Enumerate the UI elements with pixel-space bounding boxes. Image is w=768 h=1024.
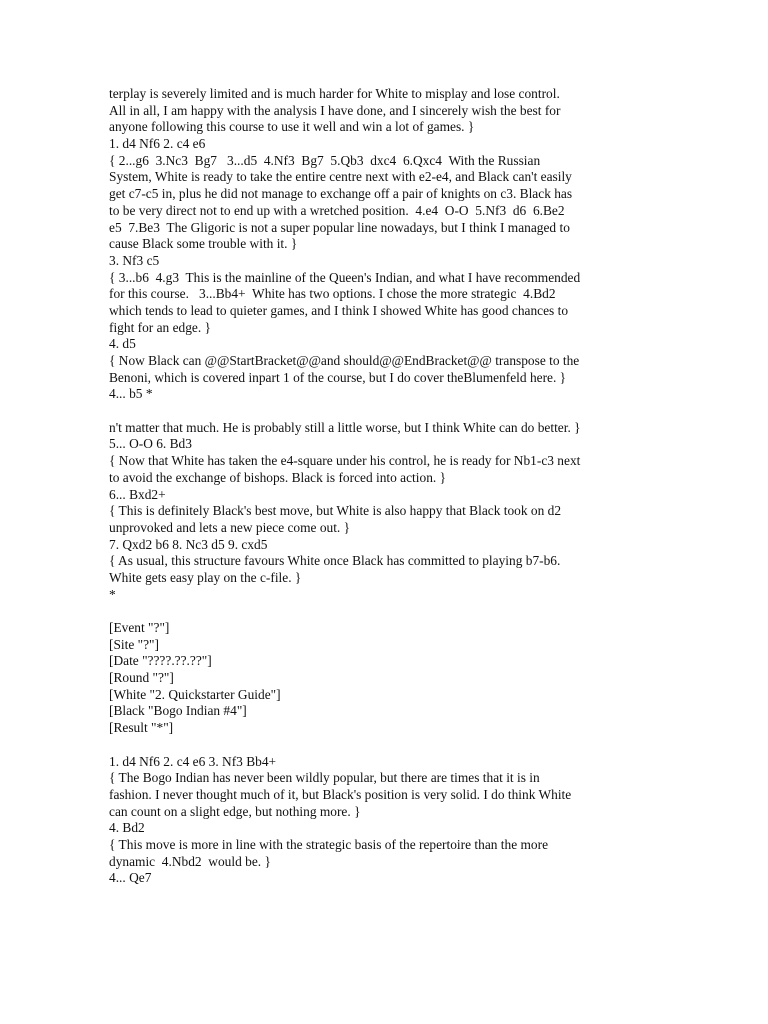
move-line: 3. Nf3 c5 bbox=[109, 252, 160, 268]
text-line: to be very direct not to end up with a wretched position. 4.e4 O-O 5.Nf3 d6 6.Be2 bbox=[109, 202, 565, 218]
move-line: 4. Bd2 bbox=[109, 820, 145, 836]
text-line: dynamic 4.Nbd2 would be. } bbox=[109, 853, 271, 869]
move-line: 1. d4 Nf6 2. c4 e6 3. Nf3 Bb4+ bbox=[109, 753, 277, 769]
text-line: System, White is ready to take the entire centre next with e2-e4, and Black can't easily bbox=[109, 169, 572, 185]
move-line: 1. d4 Nf6 2. c4 e6 bbox=[109, 136, 206, 152]
text-line: to avoid the exchange of bishops. Black is forced into action. } bbox=[109, 469, 447, 485]
result-marker: * bbox=[109, 586, 116, 602]
text-line: fight for an edge. } bbox=[109, 319, 211, 335]
move-line: 4. d5 bbox=[109, 336, 136, 352]
move-line: 4... Qe7 bbox=[109, 870, 152, 886]
pgn-header-white: [White "2. Quickstarter Guide"] bbox=[109, 686, 281, 702]
pgn-header-round: [Round "?"] bbox=[109, 670, 174, 686]
text-line: { 2...g6 3.Nc3 Bg7 3...d5 4.Nf3 Bg7 5.Qb3 dxc4 6.Qxc4 With the Russian bbox=[109, 152, 541, 168]
move-line: 5... O-O 6. Bd3 bbox=[109, 436, 192, 452]
text-block-2 bbox=[109, 420, 669, 604]
text-block-3 bbox=[109, 754, 669, 888]
blank-line bbox=[109, 403, 669, 420]
text-line: which tends to lead to quieter games, and I think I showed White has good chances to bbox=[109, 302, 569, 318]
move-line: 6... Bxd2+ bbox=[109, 486, 166, 502]
text-line: fashion. I never thought much of it, but Black's position is very solid. I do think White bbox=[109, 786, 572, 802]
text-line: White gets easy play on the c-file. } bbox=[109, 569, 302, 585]
text-line: All in all, I am happy with the analysis I have done, and I sincerely wish the best for bbox=[109, 102, 561, 118]
document-page bbox=[109, 86, 669, 887]
blank-line bbox=[109, 737, 669, 754]
pgn-header-site: [Site "?"] bbox=[109, 636, 159, 652]
text-line: cause Black some trouble with it. } bbox=[109, 236, 298, 252]
text-line: get c7-c5 in, plus he did not manage to exchange off a pair of knights on c3. Black has bbox=[109, 186, 573, 202]
text-line: can count on a slight edge, but nothing more. } bbox=[109, 803, 361, 819]
pgn-header-result: [Result "*"] bbox=[109, 720, 174, 736]
pgn-header-event: [Event "?"] bbox=[109, 620, 170, 635]
text-line: { 3...b6 4.g3 This is the mainline of the Queen's Indian, and what I have recommended bbox=[109, 269, 581, 285]
text-line: { This move is more in line with the strategic basis of the repertoire than the more bbox=[109, 836, 549, 852]
pgn-header-date: [Date "????.??.??"] bbox=[109, 653, 212, 669]
text-line: { This is definitely Black's best move, but White is also happy that Black took on d2 bbox=[109, 503, 562, 519]
move-line: 7. Qxd2 b6 8. Nc3 d5 9. cxd5 bbox=[109, 536, 268, 552]
text-line: Benoni, which is covered inpart 1 of the course, but I do cover theBlumenfeld here. } bbox=[109, 369, 567, 385]
blank-line bbox=[109, 603, 669, 620]
text-line: { Now Black can @@StartBracket@@and should@@EndBracket@@ transpose to the bbox=[109, 353, 580, 368]
pgn-header-black: [Black "Bogo Indian #4"] bbox=[109, 703, 247, 719]
text-line: terplay is severely limited and is much harder for White to misplay and lose control. bbox=[109, 86, 560, 101]
text-line: unprovoked and lets a new piece come out. } bbox=[109, 519, 351, 535]
text-line: n't matter that much. He is probably still a little worse, but I think White can do better. } bbox=[109, 419, 581, 435]
text-line: e5 7.Be3 The Gligoric is not a super popular line nowadays, but I think I managed to bbox=[109, 219, 570, 235]
text-line: { Now that White has taken the e4-square under his control, he is ready for Nb1-c3 next bbox=[109, 453, 581, 469]
text-block-1 bbox=[109, 86, 669, 403]
pgn-headers bbox=[109, 620, 669, 737]
text-line: anyone following this course to use it well and win a lot of games. } bbox=[109, 119, 475, 135]
move-line: 4... b5 * bbox=[109, 386, 153, 402]
text-line: { As usual, this structure favours White once Black has committed to playing b7-b6. bbox=[109, 553, 561, 569]
text-line: for this course. 3...Bb4+ White has two options. I chose the more strategic 4.Bd2 bbox=[109, 286, 556, 302]
text-line: { The Bogo Indian has never been wildly popular, but there are times that it is in bbox=[109, 770, 540, 786]
